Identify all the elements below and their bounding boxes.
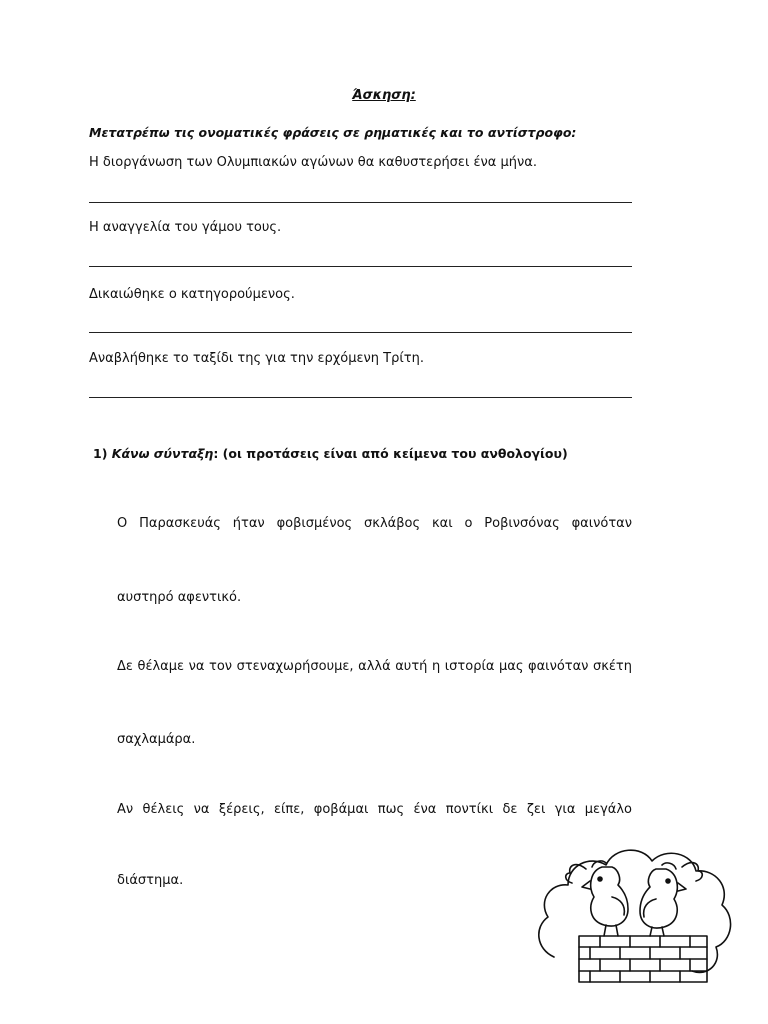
page-title: Άσκηση:: [352, 88, 416, 103]
answer-line-3: [89, 332, 632, 333]
birds-on-wall-illustration: [532, 837, 735, 987]
paragraph-1-line-2: αυστηρό αφεντικό.: [117, 590, 242, 605]
sentence-1: Η διοργάνωση των Ολυμπιακών αγώνων θα καθυστερήσει ένα μήνα.: [89, 155, 537, 170]
sentence-2: Η αναγγελία του γάμου τους.: [89, 220, 282, 235]
answer-line-2: [89, 266, 632, 267]
left-bird: [591, 867, 628, 926]
paragraph-2-line-1: Δε θέλαμε να τον στεναχωρήσουμε, αλλά αυτή η ιστορία μας φαινόταν σκέτη: [117, 659, 632, 674]
cloud-outline: [539, 850, 731, 972]
answer-line-1: [89, 202, 632, 203]
paragraph-1-line-1: Ο Παρασκευάς ήταν φοβισμένος σκλάβος και ο Ροβινσόνας φαινόταν: [117, 516, 632, 531]
paragraph-3-line-2: διάστημα.: [117, 873, 184, 888]
section-heading: [93, 446, 568, 461]
sentence-4: Αναβλήθηκε το ταξίδι της για την ερχόμενη Τρίτη.: [89, 351, 424, 366]
section-label-italic: Κάνω σύνταξη: [111, 446, 214, 461]
exercise-instruction: Μετατρέπω τις ονοματικές φράσεις σε ρηματικές και το αντίστροφο:: [89, 125, 577, 140]
sentence-3: Δικαιώθηκε ο κατηγορούμενος.: [89, 287, 295, 302]
section-label-rest: : (οι προτάσεις είναι από κείμενα του ανθολογίου): [213, 446, 568, 461]
answer-line-4: [89, 397, 632, 398]
section-number: 1): [93, 446, 108, 461]
paragraph-2-line-2: σαχλαμάρα.: [117, 732, 196, 747]
right-bird: [640, 869, 677, 928]
paragraph-3-line-1: Αν θέλεις να ξέρεις, είπε, φοβάμαι πως ένα ποντίκι δε ζει για μεγάλο: [117, 802, 632, 817]
